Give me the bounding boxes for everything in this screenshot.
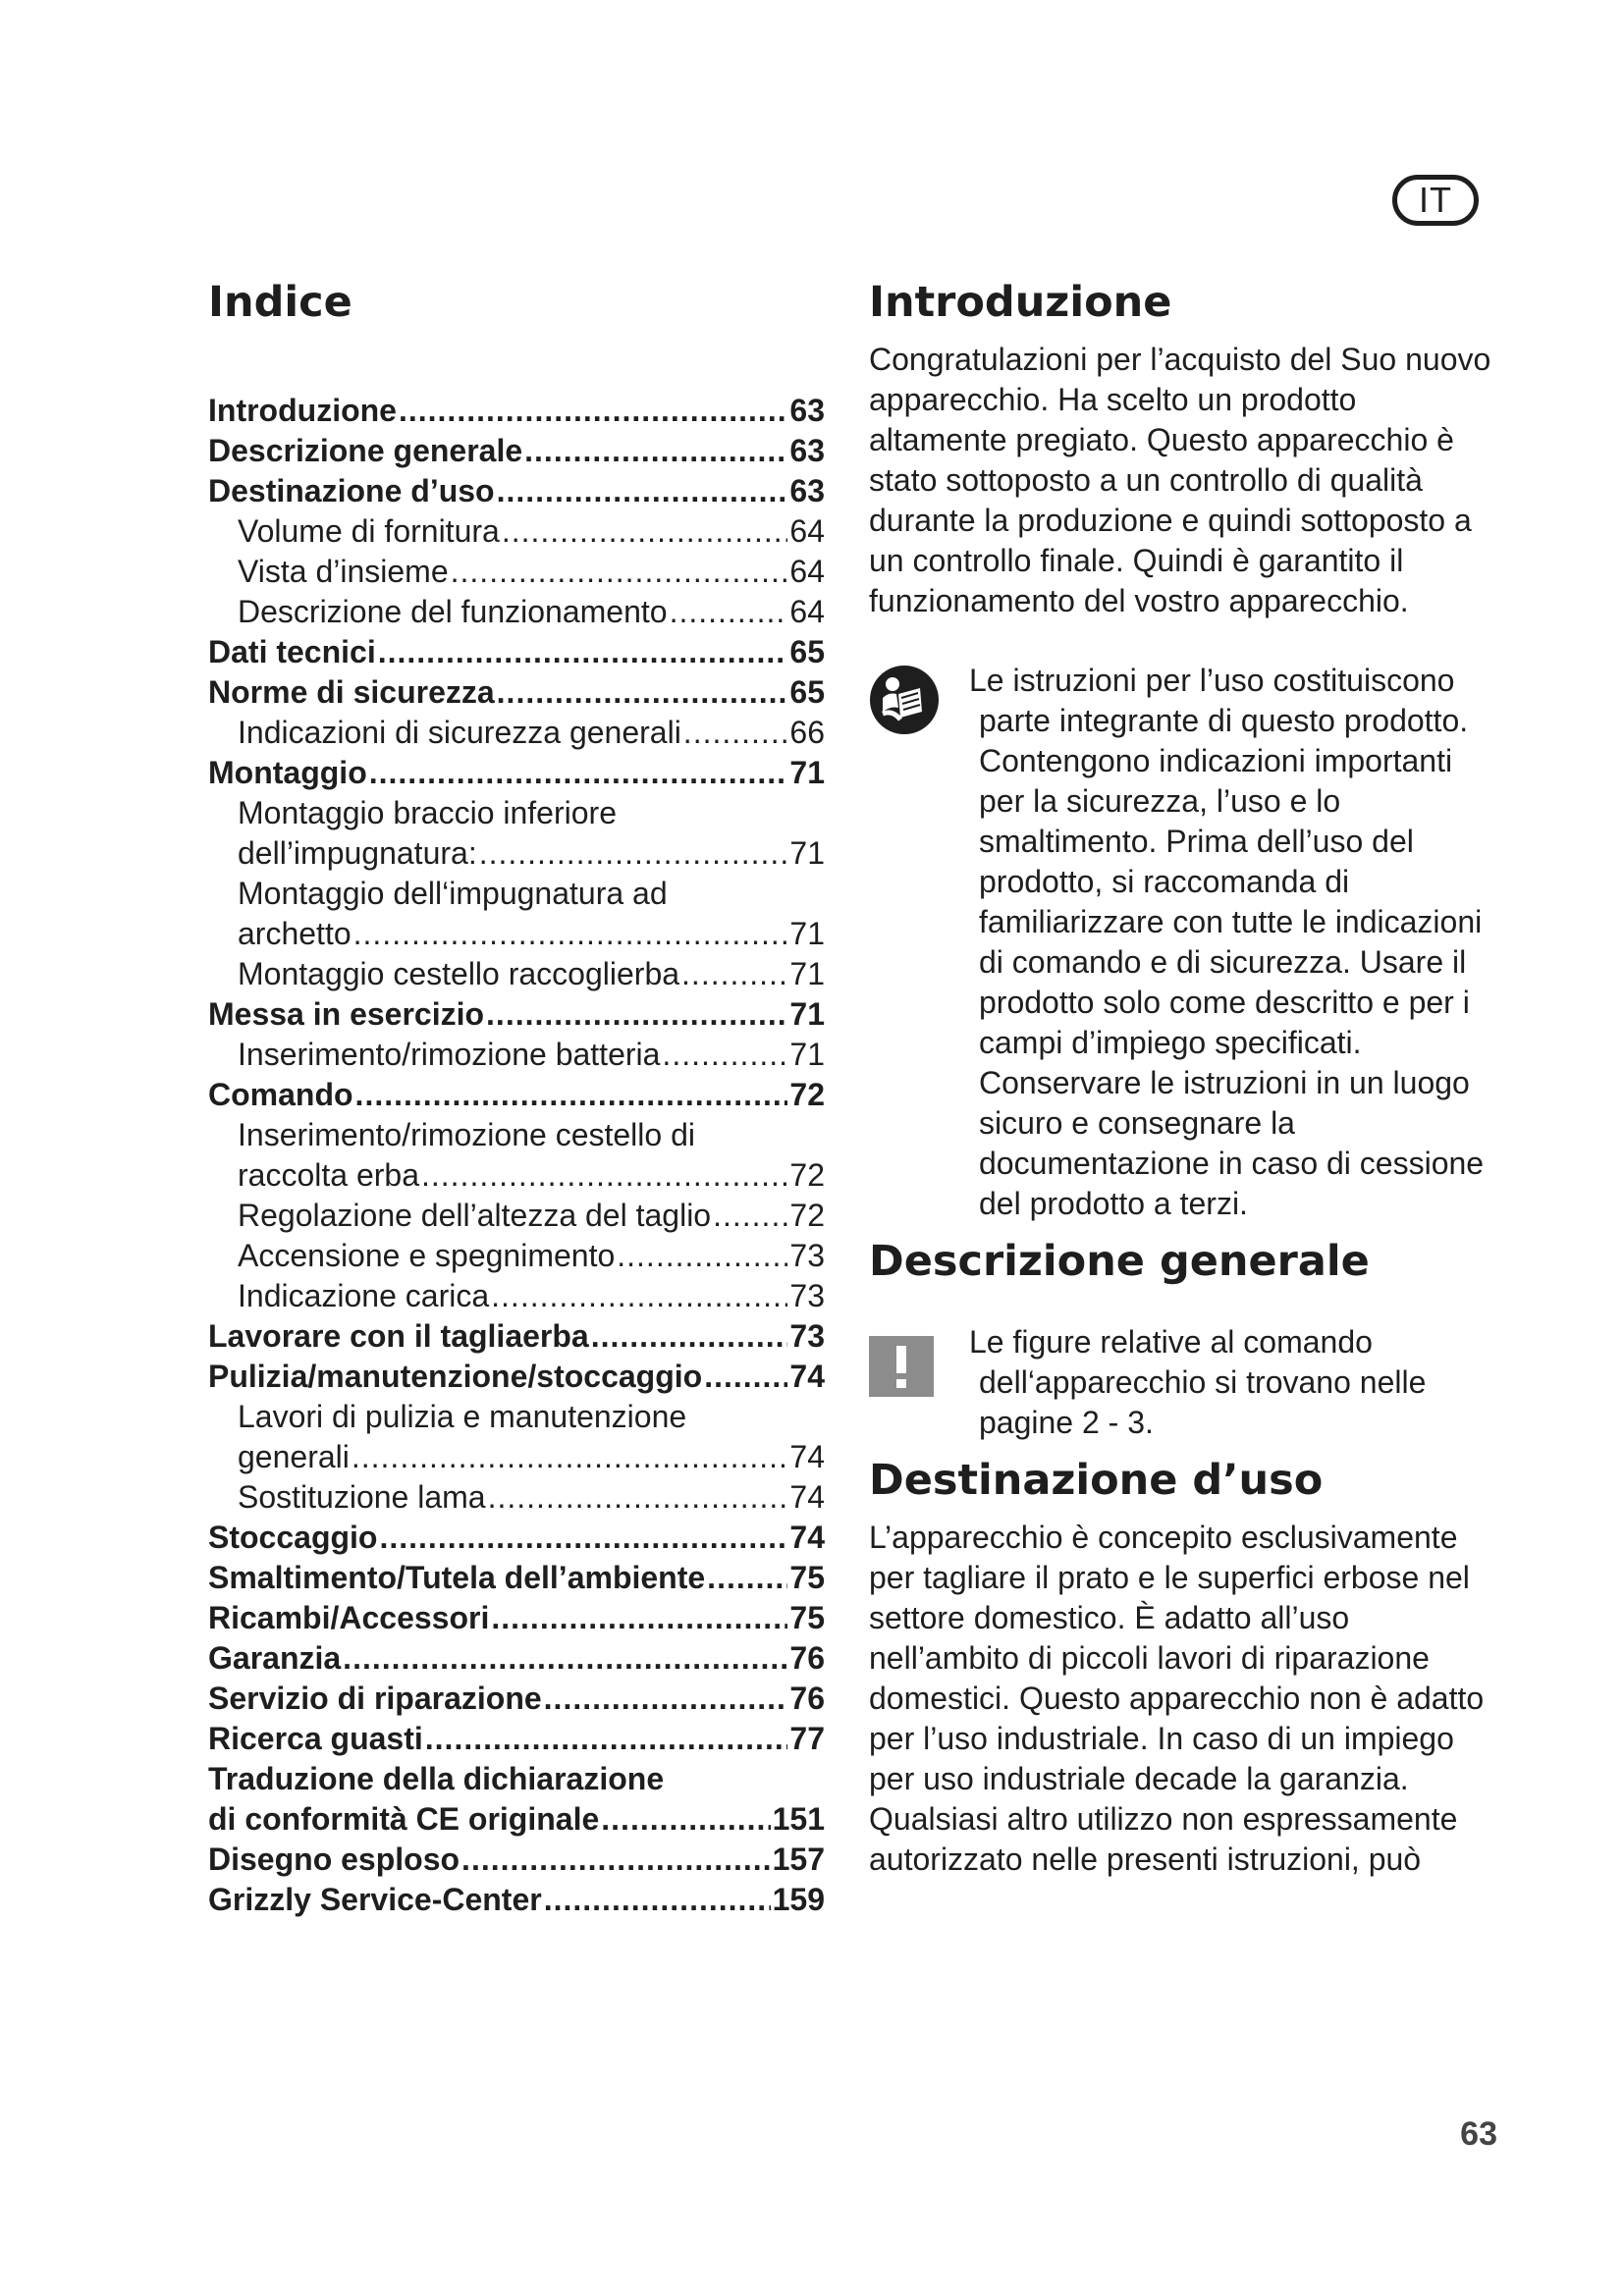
toc-entry-title: Regolazione dell’altezza del taglio [238,1198,712,1233]
toc-entry-page: 71 [789,956,825,991]
figures-note-text: Le figure relative al comando dell‘apparecchio si trovano nelle pagine 2 - 3. [969,1324,1427,1440]
toc-entry-page: 64 [789,594,825,629]
toc-entry [208,1679,825,1719]
toc-entry [208,471,825,511]
toc-leader-dots [681,954,787,994]
toc-entry-title: Volume di fornitura [238,513,500,549]
toc-entry [208,1397,825,1437]
toc-entry [208,1799,825,1840]
toc-entry-title: Ricambi/Accessori [208,1600,490,1635]
toc-leader-dots [379,1518,787,1558]
exclamation-icon [869,1336,934,1397]
toc-entry-title: Vista d’insieme [238,554,449,589]
table-of-contents [208,265,825,1920]
toc-entry-title: Messa in esercizio [208,996,485,1032]
toc-entry-page: 63 [789,393,825,428]
toc-entry-page: 157 [772,1842,825,1877]
toc-entry-page: 63 [789,433,825,468]
toc-entry [208,1196,825,1236]
toc-leader-dots [353,914,788,954]
toc-entry [208,1437,825,1477]
toc-entry-page: 74 [789,1520,825,1555]
toc-entry-title: Introduzione [208,393,397,428]
toc-entry-title: Grizzly Service-Center [208,1882,542,1917]
toc-leader-dots [491,1598,787,1638]
toc-entry-title: Traduzione della dichiarazione [208,1761,665,1796]
toc-entry-page: 74 [789,1359,825,1394]
toc-leader-dots [486,994,787,1035]
toc-entry [208,592,825,632]
toc-entry-title: Montaggio braccio inferiore [238,795,617,830]
toc-entry-title: raccolta erba [238,1157,419,1193]
toc-entry [208,511,825,552]
toc-leader-dots [451,552,788,592]
toc-entry-title: generali [238,1439,350,1474]
toc-leader-dots [352,1437,788,1477]
toc-leader-dots [601,1799,770,1840]
toc-leader-dots [461,1840,771,1880]
toc-entry-title: Pulizia/manutenzione/stoccaggio [208,1359,703,1394]
toc-leader-dots [425,1719,788,1759]
toc-entry-title: Ricerca guasti [208,1721,423,1756]
read-manual-icon [869,665,940,735]
toc-entry-page: 71 [789,916,825,951]
toc-entry-title: Stoccaggio [208,1520,378,1555]
page-number: 63 [1460,2115,1497,2153]
toc-entry-page: 71 [789,835,825,871]
toc-entry-page: 159 [772,1882,825,1917]
toc-leader-dots [591,1316,788,1357]
toc-entry [208,1558,825,1598]
toc-entry [208,1840,825,1880]
toc-entry-title: Indicazioni di sicurezza generali [238,715,681,750]
toc-entry-title: Servizio di riparazione [208,1681,542,1716]
toc-leader-dots [497,672,788,713]
toc-entry [208,1155,825,1196]
toc-entry-title: Lavori di pulizia e manutenzione [238,1399,687,1434]
toc-entry-title: Sostituzione lama [238,1479,486,1515]
toc-leader-dots [343,1638,787,1679]
toc-entry-page: 73 [789,1318,825,1354]
toc-title: Indice [208,278,352,327]
toc-entry-page: 65 [789,674,825,710]
toc-leader-dots [399,391,787,431]
toc-entry [208,632,825,672]
toc-entry-page: 66 [789,715,825,750]
toc-entry-title: Accensione e spegnimento [238,1238,616,1273]
toc-entry-page: 72 [789,1157,825,1193]
toc-leader-dots [355,1075,788,1115]
intro-heading: Introduzione [869,278,1172,327]
toc-entry-title: Indicazione carica [238,1278,490,1313]
toc-entry-title: archetto [238,916,352,951]
toc-leader-dots [683,713,788,753]
toc-entry [208,1638,825,1679]
figures-note [869,1322,1497,1443]
toc-entry-page: 64 [789,513,825,549]
destinazione-text: L’apparecchio è concepito esclusivamente per tagliare il prato e le superfici erbose nel settore domestico. È adatto all’uso nell’ambito di piccoli lavori di riparazione domestici. Questo apparecchio non è adatto per l’uso industriale. In caso di un impiego per uso industriale decade la garanzia. Qualsiasi altro utilizzo non espressamente autorizzato nelle presenti istruzioni, può [869,1520,1485,1877]
toc-entry-page: 73 [789,1238,825,1273]
toc-entry-title: Comando [208,1077,353,1112]
toc-leader-dots [369,753,788,793]
toc-entry [208,1075,825,1115]
toc-entry-title: Dati tecnici [208,634,376,669]
toc-leader-dots [713,1196,787,1236]
toc-entry-page: 63 [789,473,825,508]
toc-entry-title: Montaggio cestello raccoglierba [238,956,680,991]
language-badge: IT [1392,175,1479,226]
toc-entry [208,1477,825,1518]
toc-leader-dots [378,632,788,672]
toc-leader-dots [662,1035,787,1075]
toc-leader-dots [704,1357,787,1397]
toc-leader-dots [670,592,788,632]
toc-entry [208,914,825,954]
toc-leader-dots [421,1155,787,1196]
toc-entry [208,1880,825,1920]
toc-entry-page: 76 [789,1640,825,1676]
toc-entry-page: 76 [789,1681,825,1716]
toc-entry-page: 71 [789,755,825,790]
toc-entry [208,672,825,713]
toc-entry-page: 74 [789,1439,825,1474]
toc-list [208,391,825,1920]
toc-entry-page: 77 [789,1721,825,1756]
manual-note-text: Le istruzioni per l’uso costituiscono parte integrante di questo prodotto. Contengono indicazioni importanti per la sicurezza, l’uso e lo smaltimento. Prima dell’uso del prodotto, si raccomanda di familiarizzare con tutte le indicazioni di comando e di sicurezza. Usare il prodotto solo come descritto e per i campi d’impiego specificati. Conservare le istruzioni in un luogo sicuro e consegnare la documentazione in caso di cessione del prodotto a terzi. [969,663,1485,1221]
toc-entry [208,1115,825,1155]
toc-entry-title: di conformità CE originale [208,1801,600,1837]
toc-entry [208,1035,825,1075]
toc-leader-dots [707,1558,787,1598]
toc-entry-title: Norme di sicurezza [208,674,495,710]
toc-entry-page: 75 [789,1560,825,1595]
toc-entry-title: Disegno esploso [208,1842,460,1877]
toc-entry-page: 65 [789,634,825,669]
toc-entry [208,954,825,994]
toc-entry-title: Inserimento/rimozione cestello di [238,1117,695,1152]
toc-entry-page: 72 [789,1077,825,1112]
toc-entry-title: Descrizione generale [208,433,523,468]
toc-entry [208,1598,825,1638]
toc-leader-dots [497,471,788,511]
toc-entry [208,1759,825,1799]
toc-entry-page: 75 [789,1600,825,1635]
toc-leader-dots [524,431,787,471]
toc-entry [208,1357,825,1397]
toc-entry-title: dell’impugnatura: [238,835,477,871]
toc-leader-dots [502,511,788,552]
toc-entry-title: Destinazione d’uso [208,473,495,508]
toc-entry [208,1276,825,1316]
toc-entry [208,833,825,874]
toc-leader-dots [491,1276,787,1316]
toc-leader-dots [544,1880,771,1920]
toc-entry-page: 72 [789,1198,825,1233]
toc-leader-dots [617,1236,787,1276]
toc-entry-page: 71 [789,996,825,1032]
toc-entry-title: Montaggio [208,755,367,790]
toc-entry [208,552,825,592]
toc-entry [208,391,825,431]
toc-entry-title: Lavorare con il tagliaerba [208,1318,589,1354]
toc-entry [208,1518,825,1558]
toc-entry [208,994,825,1035]
toc-entry [208,431,825,471]
toc-leader-dots [544,1679,788,1719]
toc-entry-page: 73 [789,1278,825,1313]
toc-leader-dots [479,833,788,874]
toc-entry [208,713,825,753]
toc-entry [208,874,825,914]
toc-entry [208,1316,825,1357]
toc-entry [208,753,825,793]
toc-entry-title: Garanzia [208,1640,342,1676]
toc-entry-page: 64 [789,554,825,589]
toc-entry-page: 71 [789,1037,825,1072]
toc-entry-title: Smaltimento/Tutela dell’ambiente [208,1560,706,1595]
descrizione-heading: Descrizione generale [869,1237,1370,1286]
toc-entry-title: Inserimento/rimozione batteria [238,1037,661,1072]
intro-text: Congratulazioni per l’acquisto del Suo nuovo apparecchio. Ha scelto un prodotto altamente pregiato. Questo apparecchio è stato sottoposto a un controllo di qualità durante la produzione e quindi sottoposto a un controllo finale. Quindi è garantito il funzionamento del vostro apparecchio. [869,342,1491,618]
destinazione-heading: Destinazione d’uso [869,1456,1324,1505]
toc-entry [208,1236,825,1276]
toc-leader-dots [488,1477,788,1518]
content-column [869,265,1497,1880]
toc-entry-title: Descrizione del funzionamento [238,594,668,629]
toc-entry [208,1719,825,1759]
toc-entry-title: Montaggio dell‘impugnatura ad [238,876,668,911]
toc-entry-page: 151 [772,1801,825,1837]
toc-entry [208,793,825,833]
manual-note [869,661,1497,1224]
toc-entry-page: 74 [789,1479,825,1515]
